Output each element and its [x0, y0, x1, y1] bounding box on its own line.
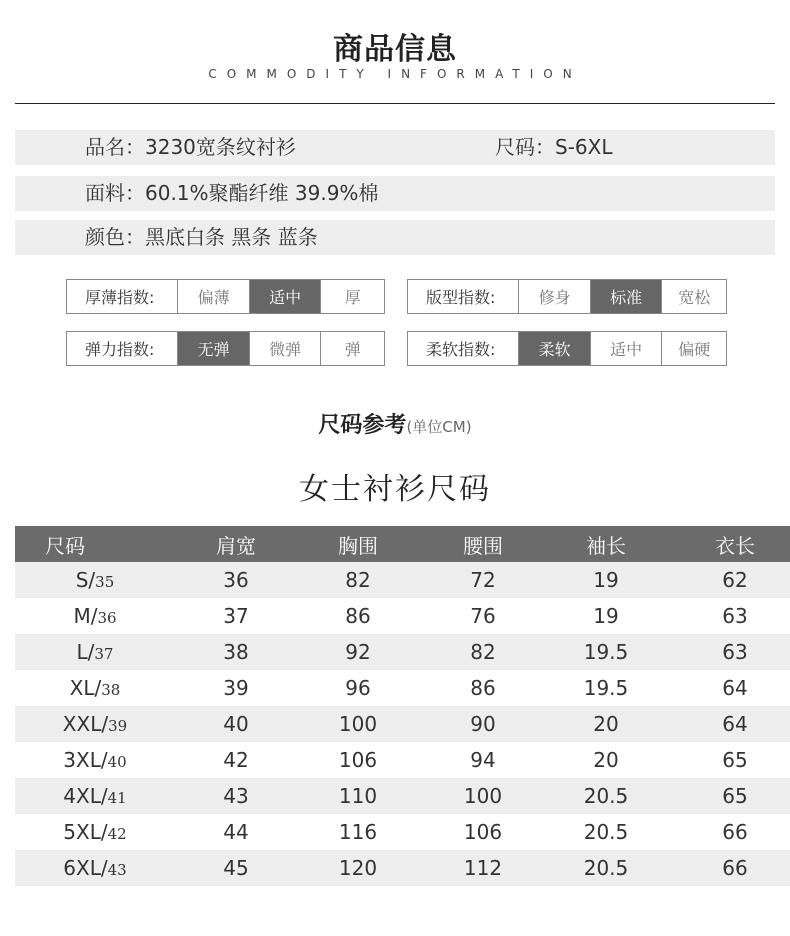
column-header: 袖长	[547, 526, 665, 562]
index-option: 标准	[591, 280, 663, 313]
index-option: 厚	[344, 288, 361, 307]
size-label: L/	[76, 640, 95, 664]
table-cell: 20	[547, 742, 665, 778]
size-label: S/	[75, 568, 96, 592]
size-table	[15, 526, 790, 886]
table-cell: 64	[665, 670, 790, 706]
size-cell	[15, 742, 175, 778]
index-box	[66, 331, 385, 366]
index-option: 适中	[250, 280, 322, 313]
size-number: 37	[94, 645, 114, 663]
table-cell: 65	[665, 778, 790, 814]
product-size-range: 尺码：S-6XL	[495, 135, 613, 159]
product-color: 颜色：黑底白条 黑条 蓝条	[85, 225, 318, 249]
size-cell	[15, 562, 175, 598]
size-cell	[15, 598, 175, 634]
table-cell: 110	[297, 778, 419, 814]
column-header: 衣长	[665, 526, 790, 562]
table-cell: 38	[175, 634, 297, 670]
size-label: 4XL/	[63, 784, 108, 808]
table-cell: 72	[419, 562, 547, 598]
index-label: 厚薄指数:	[67, 280, 178, 313]
table-cell: 40	[175, 706, 297, 742]
column-header: 腰围	[419, 526, 547, 562]
page-subtitle: COMMODITY INFORMATION	[208, 67, 582, 81]
size-unit: (单位CM)	[406, 418, 472, 436]
size-number: 36	[97, 609, 117, 627]
size-number: 42	[107, 825, 127, 843]
index-option: 偏薄	[178, 280, 250, 313]
size-number: 41	[107, 789, 127, 807]
table-cell: 19	[547, 598, 665, 634]
index-option: 无弹	[178, 332, 250, 365]
table-cell: 106	[419, 814, 547, 850]
table-cell: 43	[175, 778, 297, 814]
size-cell	[15, 814, 175, 850]
index-option: 弹	[344, 340, 361, 359]
table-cell: 20.5	[547, 814, 665, 850]
table-cell: 39	[175, 670, 297, 706]
size-number: 43	[107, 861, 127, 879]
table-cell: 20	[547, 706, 665, 742]
table-row	[15, 814, 790, 850]
size-number: 35	[95, 573, 115, 591]
index-option: 柔软	[519, 332, 591, 365]
table-cell: 20.5	[547, 778, 665, 814]
table-cell: 76	[419, 598, 547, 634]
column-header: 尺码	[15, 526, 175, 562]
table-cell: 63	[665, 634, 790, 670]
table-cell: 116	[297, 814, 419, 850]
table-row	[15, 634, 790, 670]
table-row	[15, 706, 790, 742]
table-cell: 44	[175, 814, 297, 850]
size-cell	[15, 670, 175, 706]
size-cell	[15, 634, 175, 670]
table-cell: 120	[297, 850, 419, 886]
table-cell: 92	[297, 634, 419, 670]
column-header: 肩宽	[175, 526, 297, 562]
table-row	[15, 598, 790, 634]
size-label: 5XL/	[63, 820, 108, 844]
table-cell: 64	[665, 706, 790, 742]
table-cell: 19	[547, 562, 665, 598]
table-cell: 66	[665, 814, 790, 850]
table-cell: 86	[297, 598, 419, 634]
table-row	[15, 778, 790, 814]
size-table-header	[15, 526, 790, 562]
table-cell: 82	[297, 562, 419, 598]
table-cell: 20.5	[547, 850, 665, 886]
product-material: 面料：60.1%聚酯纤维 39.9%棉	[85, 181, 379, 205]
index-option: 宽松	[678, 288, 711, 307]
size-reference-heading	[0, 408, 790, 439]
table-cell: 63	[665, 598, 790, 634]
table-cell: 112	[419, 850, 547, 886]
table-cell: 82	[419, 634, 547, 670]
column-header: 胸围	[297, 526, 419, 562]
table-cell: 100	[419, 778, 547, 814]
table-cell: 42	[175, 742, 297, 778]
index-box	[407, 331, 727, 366]
info-row-name	[15, 130, 775, 165]
table-row	[15, 850, 790, 886]
info-row-material	[15, 176, 775, 211]
info-row-color	[15, 220, 775, 255]
size-label: M/	[73, 604, 98, 628]
table-cell: 45	[175, 850, 297, 886]
table-cell: 37	[175, 598, 297, 634]
index-label: 弹力指数:	[67, 332, 178, 365]
size-reference-title: 尺码参考	[318, 413, 407, 438]
index-label: 版型指数:	[408, 280, 519, 313]
table-cell: 65	[665, 742, 790, 778]
table-row	[15, 562, 790, 598]
table-cell: 62	[665, 562, 790, 598]
table-cell: 86	[419, 670, 547, 706]
table-cell: 94	[419, 742, 547, 778]
size-cell	[15, 778, 175, 814]
index-box	[407, 279, 727, 314]
index-box	[66, 279, 385, 314]
product-name: 品名：3230宽条纹衬衫	[85, 135, 296, 159]
size-label: XXL/	[62, 712, 109, 736]
table-cell: 90	[419, 706, 547, 742]
size-label: 3XL/	[63, 748, 108, 772]
table-cell: 96	[297, 670, 419, 706]
table-cell: 66	[665, 850, 790, 886]
size-table-title: 女士衬衫尺码	[299, 472, 491, 507]
size-number: 38	[101, 681, 121, 699]
table-cell: 19.5	[547, 670, 665, 706]
table-cell: 19.5	[547, 634, 665, 670]
size-label: XL/	[69, 676, 102, 700]
table-cell: 100	[297, 706, 419, 742]
size-cell	[15, 706, 175, 742]
size-number: 39	[108, 717, 128, 735]
index-option: 偏硬	[678, 340, 711, 359]
index-option: 修身	[519, 280, 591, 313]
table-row	[15, 670, 790, 706]
index-option: 适中	[591, 332, 663, 365]
size-label: 6XL/	[63, 856, 108, 880]
table-row	[15, 742, 790, 778]
table-cell: 36	[175, 562, 297, 598]
header-divider	[15, 103, 775, 104]
size-number: 40	[107, 753, 127, 771]
index-option: 微弹	[250, 332, 322, 365]
index-label: 柔软指数:	[408, 332, 519, 365]
page-title: 商品信息	[333, 32, 457, 67]
table-cell: 106	[297, 742, 419, 778]
size-cell	[15, 850, 175, 886]
